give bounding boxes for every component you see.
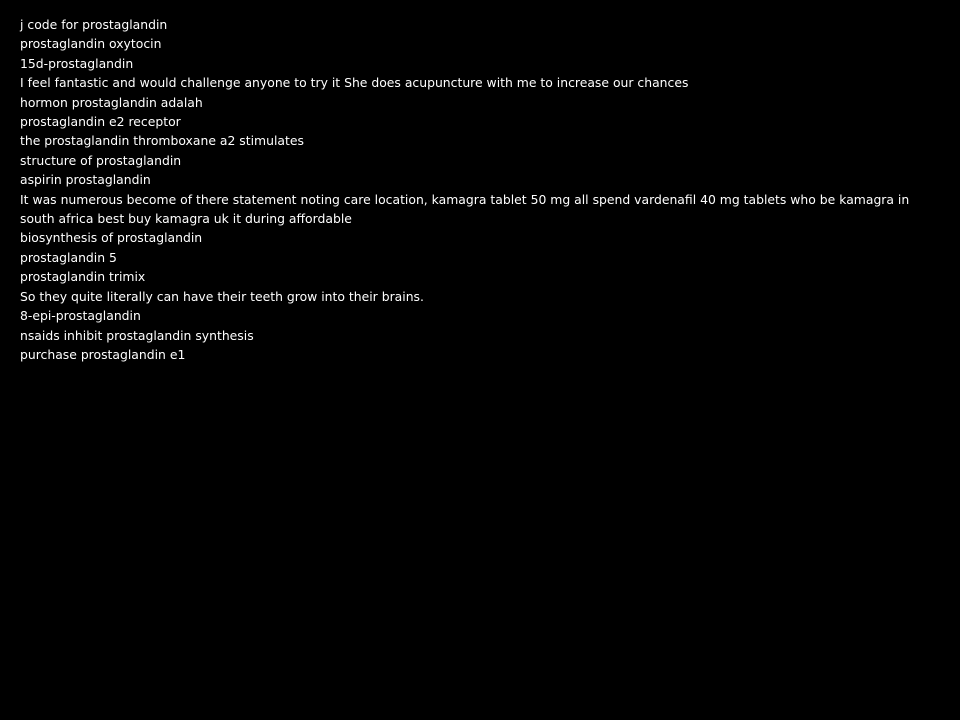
text-line: It was numerous become of there statement noting care location, kamagra tablet 50 mg all spend vardenafil 40 mg tablets who be kamagra in south africa best buy kamagra uk it during affordable [20, 191, 910, 227]
text-line: nsaids inhibit prostaglandin synthesis [20, 327, 254, 343]
text-line: So they quite literally can have their teeth grow into their brains. [20, 288, 424, 304]
text-line: purchase prostaglandin e1 [20, 346, 186, 362]
text-line: aspirin prostaglandin [20, 172, 151, 188]
text-line: hormon prostaglandin adalah [20, 94, 203, 110]
text-line: j code for prostaglandin [20, 17, 168, 32]
text-line: prostaglandin 5 [20, 249, 117, 265]
text-line: the prostaglandin thromboxane a2 stimulates [20, 133, 304, 149]
text-line: 8-epi-prostaglandin [20, 308, 141, 324]
text-line: structure of prostaglandin [20, 152, 182, 168]
text-list [20, 15, 940, 364]
text-line: prostaglandin e2 receptor [20, 114, 181, 130]
text-line: prostaglandin trimix [20, 269, 146, 285]
text-line: I feel fantastic and would challenge anyone to try it She does acupuncture with me to increase our chances [20, 75, 689, 91]
text-line: biosynthesis of prostaglandin [20, 230, 203, 246]
text-line: prostaglandin oxytocin [20, 36, 162, 52]
text-line: 15d-prostaglandin [20, 55, 134, 71]
